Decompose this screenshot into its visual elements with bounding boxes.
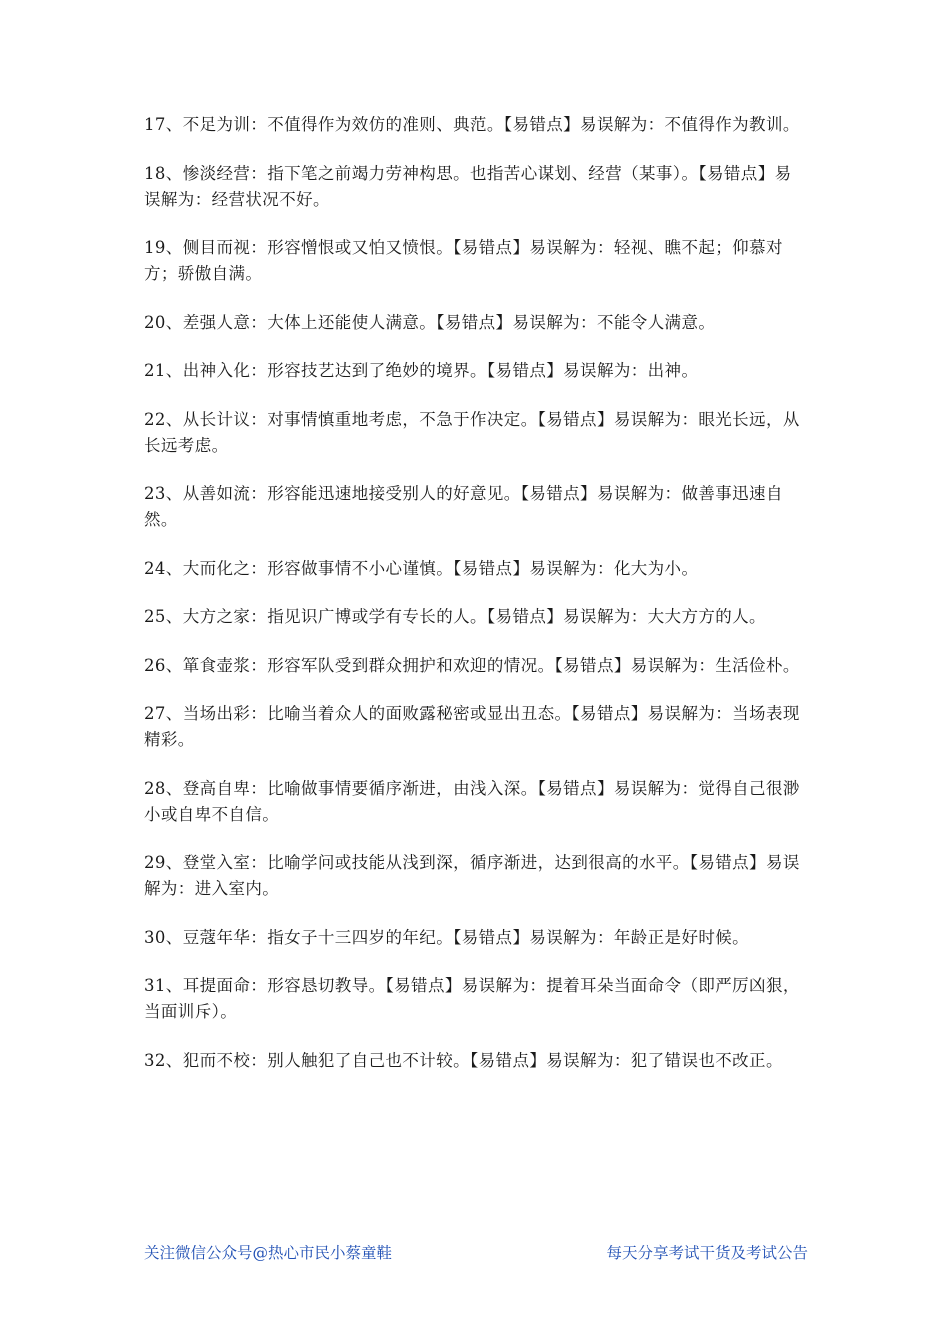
idiom-entry-28: 28、登高自卑：比喻做事情要循序渐进，由浅入深。【易错点】易误解为：觉得自己很渺小或自卑不自信。 <box>144 778 800 824</box>
footer-wechat-note: 关注微信公众号@热心市民小蔡童鞋 <box>144 1244 393 1262</box>
idiom-entry-19: 19、侧目而视：形容憎恨或又怕又愤恨。【易错点】易误解为：轻视、瞧不起；仰慕对方；骄傲自满。 <box>144 238 783 283</box>
idiom-entry-26: 26、箪食壶浆：形容军队受到群众拥护和欢迎的情况。【易错点】易误解为：生活俭朴。 <box>144 655 800 675</box>
idiom-entry-31: 31、耳提面命：形容恳切教导。【易错点】易误解为：提着耳朵当面命令（即严厉凶狠，当面训斥）。 <box>144 976 800 1021</box>
idiom-entry-23: 23、从善如流：形容能迅速地接受别人的好意见。【易错点】易误解为：做善事迅速自然。 <box>144 484 783 529</box>
idiom-entry-24: 24、大而化之：形容做事情不小心谨慎。【易错点】易误解为：化大为小。 <box>144 558 699 578</box>
idiom-entry-29: 29、登堂入室：比喻学问或技能从浅到深，循序渐进，达到很高的水平。【易错点】易误解为：进入室内。 <box>144 853 800 898</box>
idiom-entry-22: 22、从长计议：对事情慎重地考虑，不急于作决定。【易错点】易误解为：眼光长远，从长远考虑。 <box>144 409 800 455</box>
idiom-entry-18: 18、惨淡经营：指下笔之前竭力劳神构思。也指苦心谋划、经营（某事）。【易错点】易误解为：经营状况不好。 <box>144 163 792 209</box>
idiom-entry-17: 17、不足为训：不值得作为效仿的准则、典范。【易错点】易误解为：不值得作为教训。 <box>144 115 800 134</box>
idiom-entry-21: 21、出神入化：形容技艺达到了绝妙的境界。【易错点】易误解为：出神。 <box>144 361 699 380</box>
idiom-entry-32: 32、犯而不校：别人触犯了自己也不计较。【易错点】易误解为：犯了错误也不改正。 <box>144 1050 783 1070</box>
footer-daily-share-note: 每天分享考试干货及考试公告 <box>606 1244 808 1262</box>
idiom-list <box>144 112 808 1096</box>
page-footer <box>144 1240 808 1266</box>
idiom-entry-25: 25、大方之家：指见识广博或学有专长的人。【易错点】易误解为：大大方方的人。 <box>144 607 766 626</box>
idiom-entry-20: 20、差强人意：大体上还能使人满意。【易错点】易误解为：不能令人满意。 <box>144 312 716 332</box>
idiom-entry-30: 30、豆蔻年华：指女子十三四岁的年纪。【易错点】易误解为：年龄正是好时候。 <box>144 927 750 947</box>
idiom-entry-27: 27、当场出彩：比喻当着众人的面败露秘密或显出丑态。【易错点】易误解为：当场表现精彩。 <box>144 704 800 749</box>
